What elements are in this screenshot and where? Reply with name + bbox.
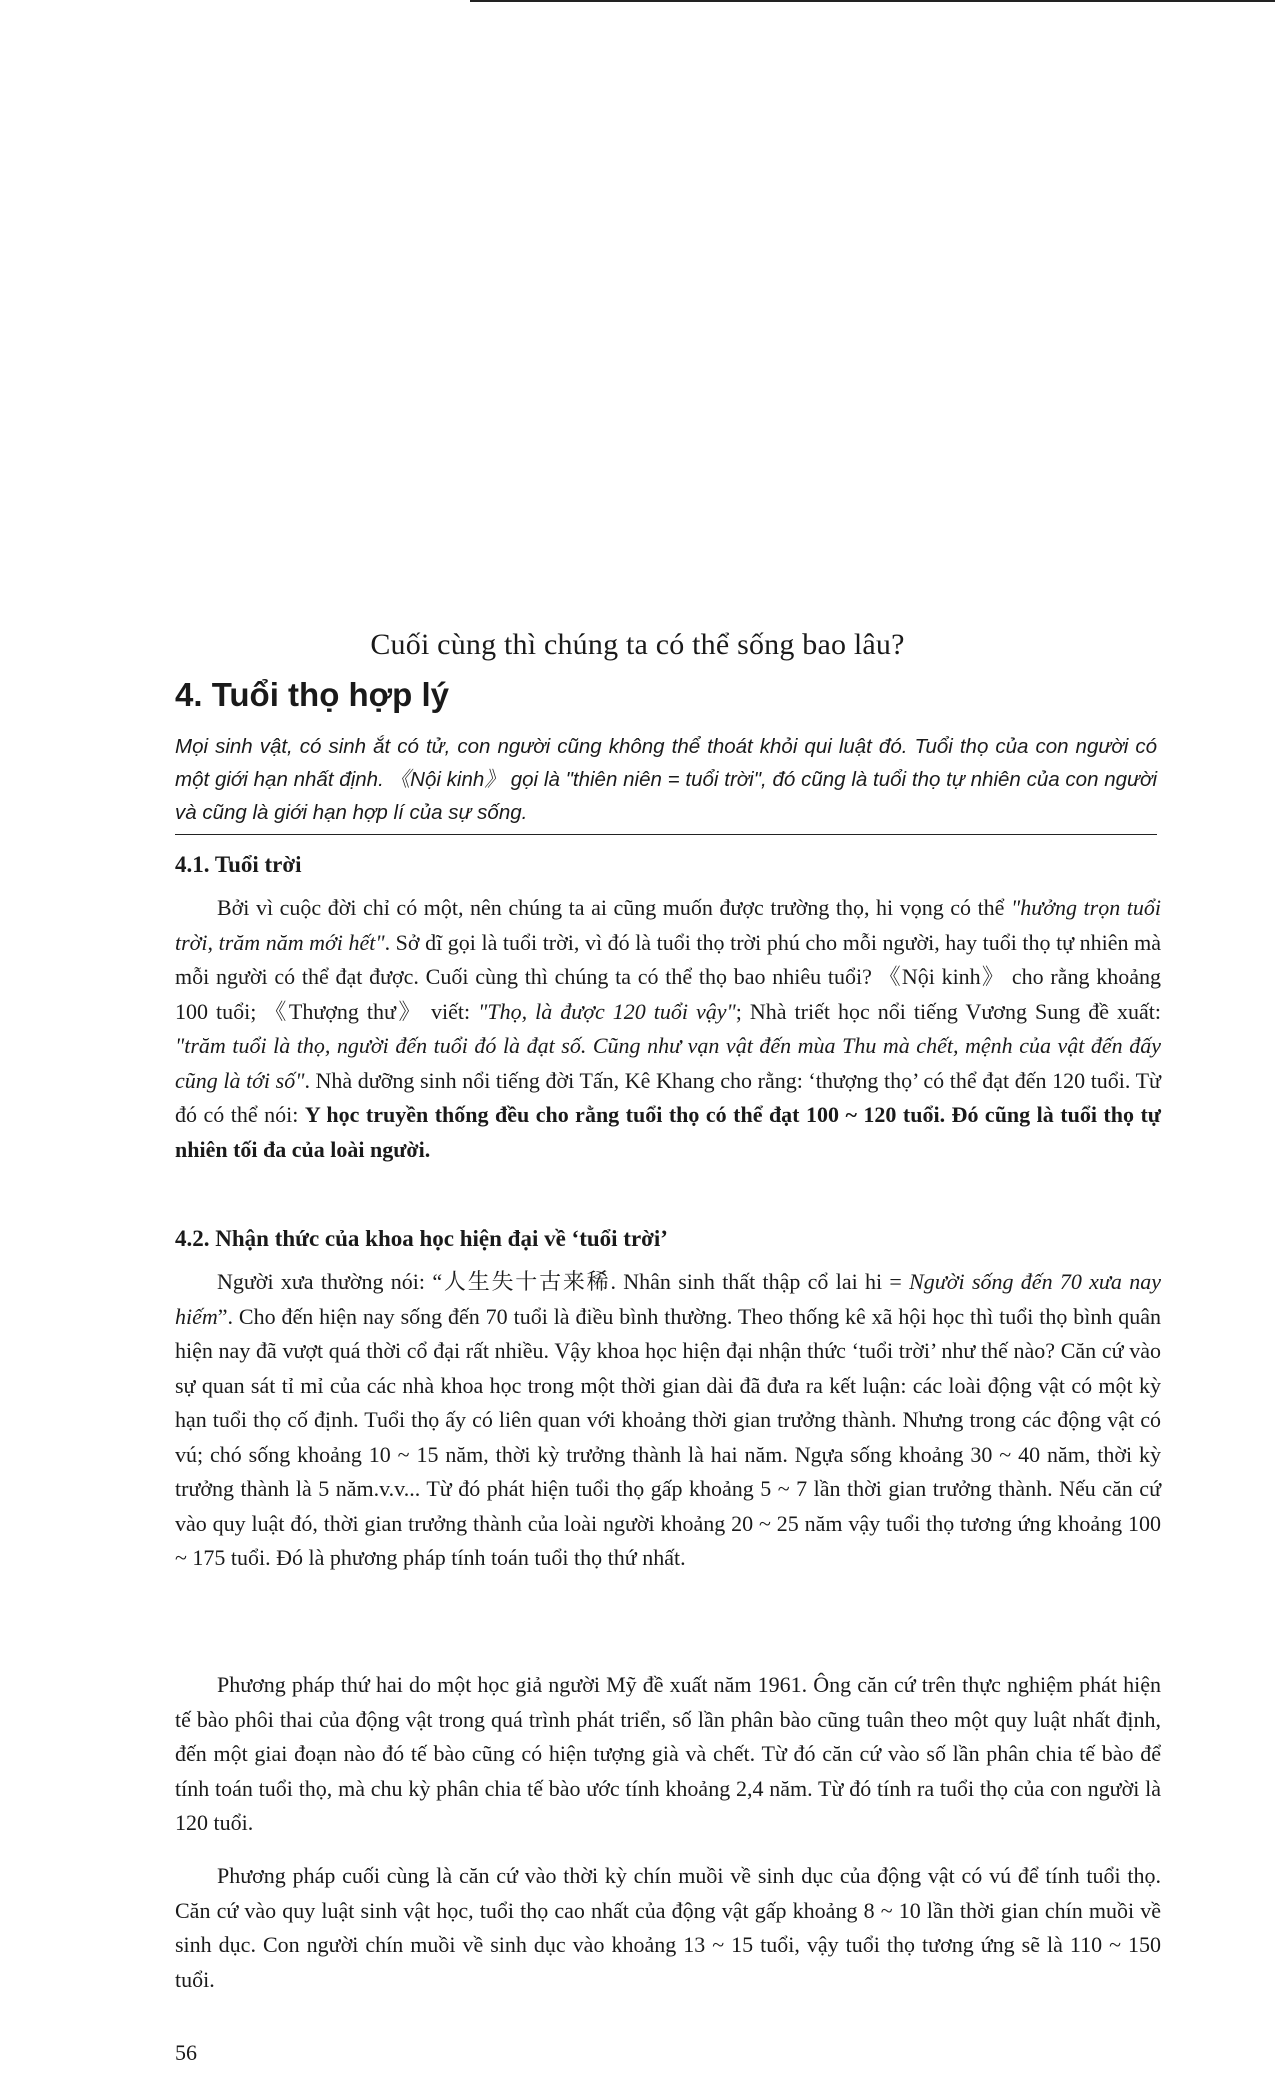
chapter-title: 4. Tuổi thọ hợp lý	[175, 676, 449, 713]
section-4-1-paragraph: Bởi vì cuộc đời chỉ có một, nên chúng ta ai cũng muốn được trường thọ, hi vọng có thể "hưởng trọn tuổi trời, trăm năm mới hết". Sở dĩ gọi là tuổi trời, vì đó là tuổi thọ trời phú cho mỗi người, hay tuổi thọ tự nhiên mà mỗi người có thể đạt được. Cuối cùng thì chúng ta có thể thọ bao nhiêu tuổi? 《Nội kinh》 cho rằng khoảng 100 tuổi; 《Thượng thư》 viết: "Thọ, là được 120 tuổi vậy"; Nhà triết học nổi tiếng Vương Sung đề xuất: "trăm tuổi là thọ, người đến tuổi đó là đạt số. Cũng như vạn vật đến mùa Thu mà chết, mệnh của vật đến đấy cũng là tới số". Nhà dưỡng sinh nổi tiếng đời Tấn, Kê Khang cho rằng: ‘thượng thọ’ có thể đạt đến 120 tuổi. Từ đó có thể nói: Y học truyền thống đều cho rằng tuổi thọ có thể đạt 100 ~ 120 tuổi. Đó cũng là tuổi thọ tự nhiên tối đa của loài người.	[175, 895, 1161, 1162]
chapter-intro: Mọi sinh vật, có sinh ắt có tử, con người cũng không thể thoát khỏi qui luật đó. Tuổi thọ của con người có một giới hạn nhất định. 《Nội kinh》 gọi là "thiên niên = tuổi trời", đó cũng là tuổi thọ tự nhiên của con người và cũng là giới hạn hợp lí của sự sống.	[175, 735, 1157, 824]
intro-divider	[175, 834, 1157, 835]
section-4-2-paragraph-1: Người xưa thường nói: “人生失十古来稀. Nhân sinh thất thập cổ lai hi = Người sống đến 70 xưa nay hiếm”. Cho đến hiện nay sống đến 70 tuổi là điều bình thường. Theo thống kê xã hội học thì tuổi thọ bình quân hiện nay đã vượt quá thời cổ đại rất nhiều. Vậy khoa học hiện đại nhận thức ‘tuổi trời’ như thế nào? Căn cứ vào sự quan sát tỉ mỉ của các nhà khoa học trong một thời gian dài đã đưa ra kết luận: các loài động vật có một kỳ hạn tuổi thọ cố định. Tuổi thọ ấy có liên quan với khoảng thời gian trưởng thành. Nhưng trong các động vật có vú; chó sống khoảng 10 ~ 15 năm, thời kỳ trưởng thành là hai năm. Ngựa sống khoảng 30 ~ 40 năm, thời kỳ trưởng thành là 5 năm.v.v... Từ đó phát hiện tuổi thọ gấp khoảng 5 ~ 7 lần thời gian trưởng thành. Nếu căn cứ vào quy luật đó, thời gian trưởng thành của loài người khoảng 20 ~ 25 năm vậy tuổi thọ tương ứng khoảng 100 ~ 175 tuổi. Đó là phương pháp tính toán tuổi thọ thứ nhất.	[175, 1269, 1161, 1570]
section-4-2-paragraph-2: Phương pháp thứ hai do một học giả người Mỹ đề xuất năm 1961. Ông căn cứ trên thực nghiệm phát hiện tế bào phôi thai của động vật trong quá trình phát triển, số lần phân bào cũng tuân theo một quy luật nhất định, đến một giai đoạn nào đó tế bào cũng có hiện tượng già và chết. Từ đó căn cứ vào số lần phân chia tế bào để tính toán tuổi thọ, mà chu kỳ phân chia tế bào ước tính khoảng 2,4 năm. Từ đó tính ra tuổi thọ của con người là 120 tuổi.	[175, 1672, 1161, 1835]
page-number: 56	[175, 2040, 197, 2065]
section-4-2-paragraph-3: Phương pháp cuối cùng là căn cứ vào thời kỳ chín muồi về sinh dục của động vật có vú để tính tuổi thọ. Căn cứ vào quy luật sinh vật học, tuổi thọ cao nhất của động vật gấp khoảng 8 ~ 10 lần thời gian chín muồi về sinh dục. Con người chín muồi về sinh dục vào khoảng 13 ~ 15 tuổi, vậy tuổi thọ tương ứng sẽ là 110 ~ 150 tuổi.	[175, 1863, 1161, 1992]
section-heading-4-2: 4.2. Nhận thức của khoa học hiện đại về ‘tuổi trời’	[175, 1226, 668, 1251]
top-edge-rule	[470, 0, 1275, 2]
running-head: Cuối cùng thì chúng ta có thể sống bao lâu?	[370, 628, 905, 661]
section-heading-4-1: 4.1. Tuổi trời	[175, 852, 302, 877]
